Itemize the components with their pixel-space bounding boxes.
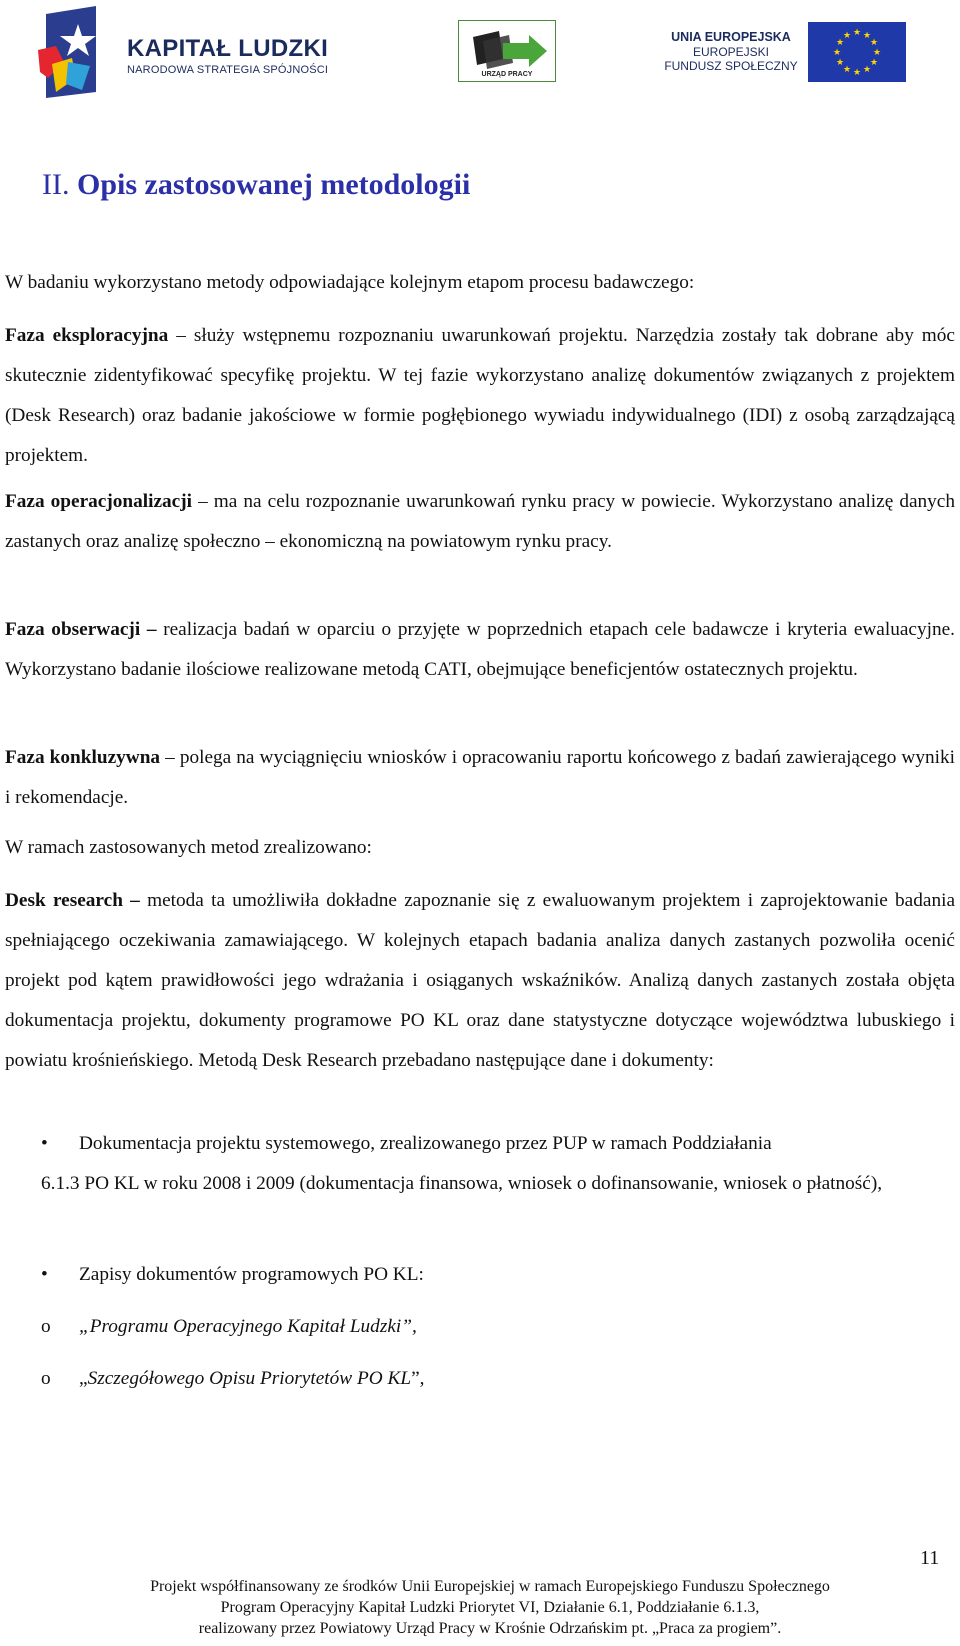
kapital-ludzki-logo-icon — [38, 6, 124, 98]
phase-operational-label: Faza operacjonalizacji — [5, 491, 193, 512]
svg-text:★: ★ — [842, 31, 852, 41]
page-number: 11 — [920, 1547, 940, 1569]
svg-text:★: ★ — [852, 28, 862, 38]
sub-bullet-mark: o — [41, 1316, 51, 1337]
list-item-first-line: Dokumentacja projektu systemowego, zrealizowanego przez PUP w ramach Poddziałania — [79, 1133, 772, 1154]
methods-intro-paragraph: W ramach zastosowanych metod zrealizowano: — [5, 837, 372, 858]
bullet-mark: • — [41, 1133, 48, 1154]
svg-text:★: ★ — [862, 31, 872, 41]
desk-research-text: metoda ta umożliwiła dokładne zapoznanie się z ewaluowanym projektem i zaprojektowanie badania spełniającego oczekiwania zamawiającego. W kolejnych etapach badania analiza danych zastanych pozwoliła ocenić projekt pod kątem prawidłowości jego wdrażania i osiąganych wskaźników. Analizą danych zastanych została objęta dokumentacja projektu, dokumenty programowe PO KL oraz dane statystyczne dotyczące województwa lubuskiego i powiatu krośnieńskiego. Metodą Desk Research przebadano następujące dane i dokumenty: — [5, 890, 955, 1071]
phase-operational-text: – ma na celu rozpoznanie uwarunkowań rynku pracy w powiecie. Wykorzystano analizę danych zastanych oraz analizę społeczno – ekonomiczną na powiatowym rynku pracy. — [5, 491, 955, 552]
svg-text:★: ★ — [832, 48, 842, 58]
sub-list-item — [5, 1359, 955, 1399]
sub-list-item — [5, 1307, 955, 1347]
phase-exploratory-text: – służy wstępnemu rozpoznaniu uwarunkowań projektu. Narzędzia zostały tak dobrane aby móc skutecznie zidentyfikować specyfikę projektu. W tej fazie wykorzystano analizę dokumentów związanych z projektem (Desk Research) oraz badanie jakościowe w formie pogłębionego wywiadu indywidualnego (IDI) z osobą zarządzającą projektem. — [5, 325, 955, 466]
eu-line-1: UNIA EUROPEJSKA — [671, 30, 791, 44]
section-title — [42, 168, 470, 202]
section-title-text: Opis zastosowanej metodologii — [76, 168, 471, 201]
svg-text:★: ★ — [869, 38, 879, 48]
phase-conclusive-text: – polega na wyciągnięciu wniosków i opracowaniu raportu końcowego z badań zawierającego wyniki i rekomendacje. — [5, 747, 955, 808]
bullet-mark: • — [41, 1264, 48, 1285]
phase-operational-paragraph — [5, 482, 955, 562]
phase-conclusive-paragraph — [5, 738, 955, 818]
urzad-pracy-caption: URZĄD PRACY — [481, 71, 533, 78]
svg-text:★: ★ — [869, 58, 879, 68]
urzad-pracy-logo — [458, 20, 556, 82]
desk-research-paragraph — [5, 881, 955, 1081]
eu-line-2: EUROPEJSKI — [692, 45, 770, 59]
section-number: II. — [42, 168, 70, 201]
phase-conclusive-label: Faza konkluzywna — [5, 747, 161, 768]
list-item-text: Zapisy dokumentów programowych PO KL: — [79, 1264, 424, 1285]
quote-open: „ — [79, 1368, 88, 1389]
list-item — [5, 1255, 955, 1295]
list-item — [5, 1124, 955, 1204]
phase-observation-paragraph — [5, 610, 955, 690]
footer-line-3: realizowany przez Powiatowy Urząd Pracy w Krośnie Odrzańskim pt. „Praca za progiem”. — [198, 1620, 782, 1637]
urzad-pracy-arrow-icon — [459, 23, 555, 73]
svg-text:★: ★ — [852, 68, 862, 78]
svg-text:★: ★ — [835, 58, 845, 68]
page-header — [0, 0, 960, 110]
desk-research-label: Desk research – — [5, 890, 140, 911]
page-footer — [60, 1576, 920, 1639]
phase-exploratory-label: Faza eksploracyjna — [5, 325, 169, 346]
footer-line-1: Projekt współfinansowany ze środków Unii Europejskiej w ramach Europejskiego Funduszu Społecznego — [150, 1578, 830, 1595]
svg-text:★: ★ — [862, 65, 872, 75]
document-title-italic: Szczegółowego Opisu Priorytetów PO KL — [87, 1368, 412, 1389]
eu-line-3: FUNDUSZ SPOŁECZNY — [664, 59, 798, 73]
phase-exploratory-paragraph — [5, 316, 955, 476]
svg-text:★: ★ — [835, 38, 845, 48]
intro-paragraph: W badaniu wykorzystano metody odpowiadające kolejnym etapom procesu badawczego: — [5, 272, 695, 293]
phase-observation-label: Faza obserwacji – — [5, 619, 157, 640]
sub-bullet-mark: o — [41, 1368, 51, 1389]
footer-line-2: Program Operacyjny Kapitał Ludzki Priorytet VI, Działanie 6.1, Poddziałanie 6.1.3, — [220, 1599, 760, 1616]
sub-list-item-text — [79, 1359, 955, 1399]
kl-logo-title: KAPITAŁ LUDZKI — [127, 35, 329, 62]
list-item-continuation: 6.1.3 PO KL w roku 2008 i 2009 (dokumentacja finansowa, wniosek o dofinansowanie, wniosek o płatność), — [41, 1173, 883, 1194]
eu-flag-icon — [808, 22, 906, 82]
phase-observation-text: realizacja badań w oparciu o przyjęte w poprzednich etapach cele badawcze i kryteria ewaluacyjne. Wykorzystano badanie ilościowe realizowane metodą CATI, obejmujące beneficjentów ostatecznych projektu. — [5, 619, 955, 680]
eu-logo-text — [658, 30, 804, 73]
kl-logo-subtitle: NARODOWA STRATEGIA SPÓJNOŚCI — [127, 64, 329, 76]
quote-close: ”, — [411, 1368, 425, 1389]
svg-text:★: ★ — [872, 48, 882, 58]
sub-list-item-text: „Programu Operacyjnego Kapitał Ludzki”, — [79, 1316, 417, 1337]
svg-text:★: ★ — [842, 65, 852, 75]
